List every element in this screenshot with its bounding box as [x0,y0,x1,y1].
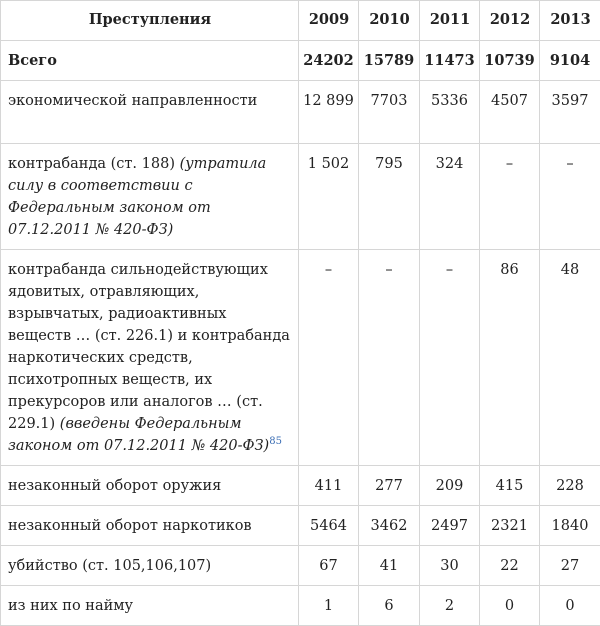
header-crimes: Преступления [1,1,299,41]
cell-2012: 2321 [480,506,540,546]
row-note: (утратила силу в соответствии с Федеральным законом от 07.12.2011 № 420-ФЗ) [8,156,266,238]
cell-2012: 10739 [480,41,540,81]
cell-2010: 7703 [359,81,420,144]
row-label: из них по найму [1,586,299,626]
cell-2010: – [359,250,420,466]
cell-2011: 324 [420,144,480,250]
row-label: Всего [1,41,299,81]
cell-2009: 411 [299,466,359,506]
cell-2012: 0 [480,586,540,626]
table-row-economic [1,81,600,144]
header-year-2009: 2009 [299,1,359,41]
cell-2013: 0 [540,586,600,626]
cell-2013: 48 [540,250,600,466]
header-year-2012: 2012 [480,1,540,41]
cell-2013: 1840 [540,506,600,546]
table-header-row [1,1,600,41]
cell-2011: – [420,250,480,466]
cell-2010: 277 [359,466,420,506]
cell-2010: 41 [359,546,420,586]
row-label-cell [1,144,299,250]
row-label-cell [1,250,299,466]
cell-2009: – [299,250,359,466]
table-row-smuggling [1,144,600,250]
cell-2009: 5464 [299,506,359,546]
table-row-smuggling-potent [1,250,600,466]
cell-2009: 1 [299,586,359,626]
header-year-2010: 2010 [359,1,420,41]
table-row-weapons [1,466,600,506]
table-row-contract-murder [1,586,600,626]
cell-2012: 86 [480,250,540,466]
cell-2011: 30 [420,546,480,586]
cell-2009: 12 899 [299,81,359,144]
table-row-murder [1,546,600,586]
table-row-total [1,41,600,81]
cell-2009: 67 [299,546,359,586]
cell-2011: 209 [420,466,480,506]
cell-2012: 415 [480,466,540,506]
cell-2013: 27 [540,546,600,586]
cell-2011: 2 [420,586,480,626]
row-note: (введены Федеральным законом от 07.12.2011 № 420-ФЗ) [8,416,269,454]
row-label: незаконный оборот оружия [1,466,299,506]
row-label: убийство (ст. 105,106,107) [1,546,299,586]
cell-2013: 3597 [540,81,600,144]
cell-2013: – [540,144,600,250]
cell-2011: 5336 [420,81,480,144]
row-label: незаконный оборот наркотиков [1,506,299,546]
cell-2010: 3462 [359,506,420,546]
cell-2010: 15789 [359,41,420,81]
row-label: контрабанда (ст. 188) [8,156,175,172]
row-label: экономической направленности [1,81,299,144]
cell-2010: 6 [359,586,420,626]
cell-2012: – [480,144,540,250]
header-year-2011: 2011 [420,1,480,41]
cell-2011: 2497 [420,506,480,546]
header-year-2013: 2013 [540,1,600,41]
cell-2010: 795 [359,144,420,250]
row-label: контрабанда сильнодействующих ядовитых, отравляющих, взрывчатых, радиоактивных веществ … (ст. 226.1) и контрабанда наркотических средств, психотропных веществ, их прекурсоров или аналогов … (ст. 229.1) [8,262,290,432]
table-row-drugs [1,506,600,546]
cell-2013: 228 [540,466,600,506]
footnote-link[interactable]: 85 [269,436,282,447]
cell-2012: 22 [480,546,540,586]
cell-2013: 9104 [540,41,600,81]
cell-2009: 24202 [299,41,359,81]
cell-2012: 4507 [480,81,540,144]
cell-2011: 11473 [420,41,480,81]
cell-2009: 1 502 [299,144,359,250]
